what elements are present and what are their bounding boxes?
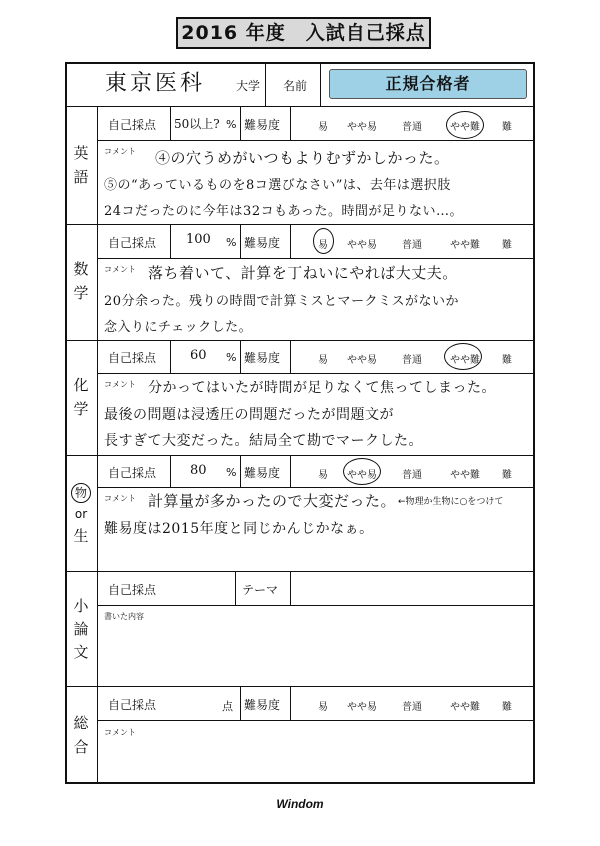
difficulty-label: 難易度	[244, 351, 281, 365]
divider	[240, 106, 241, 140]
divider	[290, 224, 291, 258]
english-score: 50以上?	[174, 117, 220, 131]
instruction-note: ←物理か生物に○をつけて	[398, 497, 504, 507]
divider	[65, 106, 535, 107]
written-content-label: 書いた内容	[104, 612, 144, 621]
divider	[290, 571, 291, 605]
divider	[65, 571, 535, 572]
difficulty-somewhat-hard: やや難	[450, 702, 480, 713]
divider	[240, 340, 241, 373]
divider	[65, 686, 535, 687]
divider	[235, 571, 236, 605]
difficulty-somewhat-hard: やや難	[450, 470, 480, 481]
divider	[65, 455, 535, 456]
divider	[290, 686, 291, 720]
divider	[65, 224, 535, 225]
subject-char: 論	[73, 620, 89, 638]
difficulty-hard: 難	[502, 122, 512, 133]
subject-char-circled: 物	[71, 483, 91, 503]
page-title: 2016 年度 入試自己採点	[176, 17, 431, 49]
divider	[240, 224, 241, 258]
self-score-label: 自己採点	[108, 118, 157, 132]
divider	[170, 224, 171, 258]
subject-char: 学	[73, 284, 89, 302]
divider	[240, 686, 241, 720]
comment-line: ⑤の“あっているものを8コ選びなさい”は、去年は選択肢	[104, 178, 451, 193]
divider	[97, 258, 535, 259]
difficulty-label: 難易度	[244, 118, 281, 132]
comment-line: 最後の問題は浸透圧の問題だったが問題文が	[104, 407, 394, 423]
divider	[240, 455, 241, 487]
subject-char: 総	[73, 714, 89, 732]
difficulty-normal: 普通	[402, 355, 422, 366]
divider	[320, 62, 321, 106]
self-score-label: 自己採点	[108, 583, 157, 597]
points-label: 点	[222, 700, 233, 713]
difficulty-somewhat-easy: やや易	[347, 702, 377, 713]
subject-physics-or-biology	[65, 481, 97, 547]
comment-label: コメント	[104, 147, 136, 156]
divider	[170, 340, 171, 373]
subject-math	[65, 258, 97, 304]
comment-label: コメント	[104, 380, 136, 389]
physics-score: 80	[190, 463, 207, 478]
divider	[97, 373, 535, 374]
subject-char: 数	[73, 260, 89, 278]
comment-line: ④の穴うめがいつもよりむずかしかった。	[155, 149, 450, 167]
difficulty-somewhat-easy: やや易	[347, 470, 377, 481]
university-label: 大学	[236, 79, 261, 93]
percent-label: %	[226, 236, 237, 249]
subject-char: 小	[73, 597, 89, 615]
divider	[290, 340, 291, 373]
difficulty-easy: 易	[318, 355, 328, 366]
comment-line: 落ち着いて、計算を丁ねいにやれば大丈夫。	[148, 264, 458, 282]
pass-status-badge: 正規合格者	[329, 69, 527, 99]
difficulty-somewhat-easy: やや易	[347, 122, 377, 133]
difficulty-label: 難易度	[244, 236, 281, 250]
self-score-label: 自己採点	[108, 351, 157, 365]
subject-char: 学	[73, 400, 89, 418]
divider	[170, 455, 171, 487]
difficulty-hard: 難	[502, 702, 512, 713]
comment-line: 計算量が多かったので大変だった。	[148, 492, 397, 510]
self-score-label: 自己採点	[108, 236, 157, 250]
subject-char: 生	[73, 527, 89, 545]
comment-line: 念入りにチェックした。	[104, 320, 253, 335]
divider	[290, 455, 291, 487]
percent-label: %	[226, 466, 237, 479]
difficulty-normal: 普通	[402, 702, 422, 713]
difficulty-hard: 難	[502, 240, 512, 251]
difficulty-somewhat-hard: やや難	[450, 122, 480, 133]
difficulty-normal: 普通	[402, 240, 422, 251]
subject-or: or	[74, 507, 88, 521]
difficulty-normal: 普通	[402, 122, 422, 133]
divider	[97, 106, 98, 784]
comment-label: コメント	[104, 265, 136, 274]
selected-difficulty-circle	[313, 228, 334, 254]
subject-english	[65, 142, 97, 188]
university-name-handwritten: 東京医科	[105, 71, 206, 96]
subject-essay	[65, 595, 97, 663]
comment-label: コメント	[104, 494, 136, 503]
difficulty-somewhat-easy: やや易	[347, 355, 377, 366]
subject-char: 文	[73, 643, 89, 661]
divider	[97, 720, 535, 721]
selected-difficulty-circle	[446, 111, 484, 139]
footer-brand: Windom	[276, 797, 324, 811]
difficulty-easy: 易	[318, 122, 328, 133]
divider	[170, 106, 171, 140]
divider	[97, 140, 535, 141]
difficulty-somewhat-hard: やや難	[450, 240, 480, 251]
divider	[97, 487, 535, 488]
comment-line: 24コだったのに今年は32コもあった。時間が足りない…。	[104, 204, 463, 219]
difficulty-somewhat-hard: やや難	[450, 355, 480, 366]
divider	[290, 106, 291, 140]
difficulty-easy: 易	[318, 240, 328, 251]
difficulty-label: 難易度	[244, 698, 281, 712]
comment-line: 分かってはいたが時間が足りなくて焦ってしまった。	[148, 380, 496, 396]
subject-char: 英	[73, 144, 89, 162]
chemistry-score: 60	[190, 348, 207, 363]
difficulty-label: 難易度	[244, 466, 281, 480]
selected-difficulty-circle	[343, 458, 381, 485]
percent-label: %	[226, 118, 237, 131]
self-score-label: 自己採点	[108, 698, 157, 712]
difficulty-easy: 易	[318, 470, 328, 481]
subject-char: 語	[73, 168, 89, 186]
name-label: 名前	[283, 79, 308, 93]
comment-label: コメント	[104, 728, 136, 737]
divider	[265, 62, 266, 106]
comment-line: 難易度は2015年度と同じかんじかなぁ。	[104, 521, 374, 537]
difficulty-normal: 普通	[402, 470, 422, 481]
subject-overall	[65, 712, 97, 758]
self-score-label: 自己採点	[108, 466, 157, 480]
difficulty-easy: 易	[318, 702, 328, 713]
difficulty-somewhat-easy: やや易	[347, 240, 377, 251]
comment-line: 20分余った。残りの時間で計算ミスとマークミスがないか	[104, 294, 460, 309]
percent-label: %	[226, 351, 237, 364]
difficulty-hard: 難	[502, 470, 512, 481]
subject-chemistry	[65, 374, 97, 420]
selected-difficulty-circle	[444, 343, 482, 370]
comment-line: 長すぎて大変だった。結局全て勘でマークした。	[104, 433, 423, 449]
subject-char: 合	[73, 738, 89, 756]
divider	[97, 605, 535, 606]
difficulty-hard: 難	[502, 355, 512, 366]
math-score: 100	[186, 232, 211, 247]
subject-char: 化	[73, 376, 89, 394]
theme-label: テーマ	[242, 583, 279, 597]
divider	[65, 340, 535, 341]
